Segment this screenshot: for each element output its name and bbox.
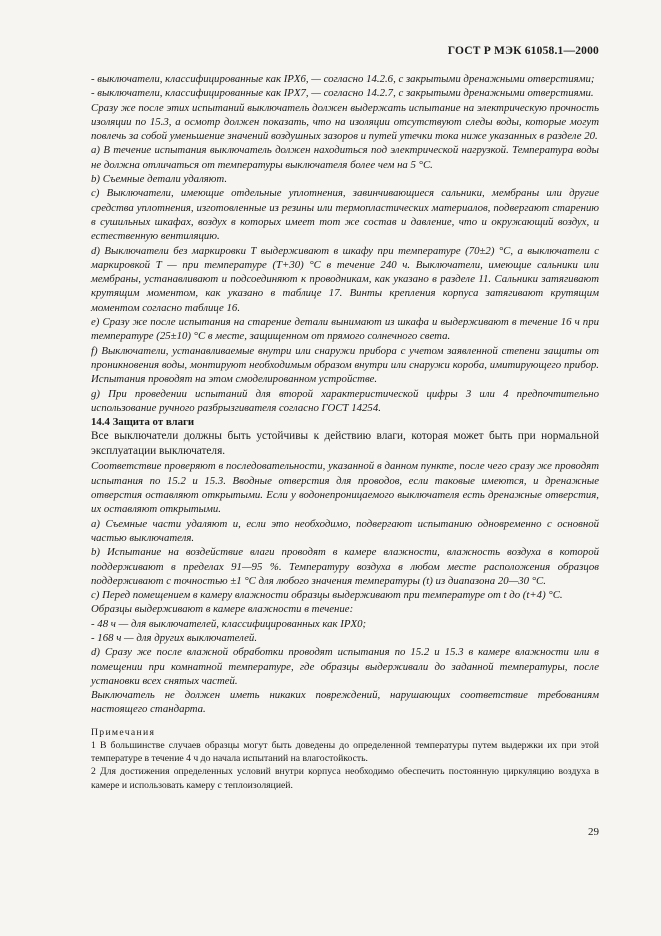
section-title: 14.4 Защита от влаги xyxy=(91,416,195,429)
paragraph-ipx7: - выключатели, классифицированные как IPX7, — согласно 14.2.7, с закрытыми дренажными отверстиями. xyxy=(91,87,594,100)
section-list-48h: - 48 ч — для выключателей, классифицированных как IPX0; xyxy=(91,617,367,630)
paragraph-g: g) При проведении испытаний для второй характеристической цифры 3 или 4 предпочтительно использование ручного разбрызгивателя согласно ГОСТ 14254. xyxy=(91,387,599,414)
paragraph-b: b) Съемные детали удаляют. xyxy=(91,173,228,186)
paragraph-d: d) Выключатели без маркировки T выдерживают в шкафу при температуре (70±2) °С, а выключатели с маркировкой T — при температуре (T+30) °С в течение 240 ч. Выключатели, имеющие сальники или мембраны, устанавливают и подсоединяют к проводникам, как указано в разделе 11. Сальники затягивают крутящим моментом, как указано в таблице 17. Винты крепления корпуса затягивают крутящим моментом согласно таблице 16. xyxy=(91,244,599,314)
note-item-1: 1 В большинстве случаев образцы могут быть доведены до определенной температуры путем выдержки их при этой температуре в течение 4 ч до начала испытаний на влагостойкость. xyxy=(91,739,599,765)
section-list-168h: - 168 ч — для других выключателей. xyxy=(91,631,258,644)
notes-title: Примечания xyxy=(91,726,156,738)
paragraph-a: а) В течение испытания выключатель должен находиться под электрической нагрузкой. Температура воды не должна отличаться от температуры выключателя более чем на 5 °С. xyxy=(91,144,599,171)
section-paragraph-compliance: Соответствие проверяют в последовательности, указанной в данном пункте, после чего сразу же проводят испытания по 15.2 и 15.3. Вводные отверстия для проводов, если таковые имеются, и дренажные отверстия оставляют открытыми. Если у водонепроницаемого выключателя есть дренажные отверстия, их оставляют открытыми. xyxy=(91,460,599,516)
paragraph-after-tests: Сразу же после этих испытаний выключатель должен выдержать испытание на электрическую прочность изоляции по 15.3, а осмотр должен показать, что на изоляции отсутствуют следы воды, которые могут повлечь за собой уменьшение значений воздушных зазоров и путей утечки тока ниже указанных в разделе 20. xyxy=(91,101,599,143)
section-paragraph-b: b) Испытание на воздействие влаги проводят в камере влажности, влажность воздуха в которой поддерживают в пределах 91—95 %. Температуру воздуха в любом месте расположения образцов поддерживают с точностью ±1 °С для любого значения температуры (t) из диапазона 20—30 °С. xyxy=(91,546,599,587)
notes-block xyxy=(91,726,599,792)
paragraph-f: f) Выключатели, устанавливаемые внутри или снаружи прибора с учетом заявленной степени защиты от проникновения воды, монтируют необходимым образом внутри или снаружи короба, имитирующего прибор. Испытания проводят на этом смоделированном устройстве. xyxy=(91,344,599,386)
note-item-2: 2 Для достижения определенных условий внутри корпуса необходимо обеспечить постоянную циркуляцию воздуха в камере и использовать камеру с теплоизоляцией. xyxy=(91,766,599,791)
section-paragraph-a: а) Съемные части удаляют и, если это необходимо, подвергают испытанию одновременно с основной частью выключателя. xyxy=(91,517,599,544)
paragraph-c: c) Выключатели, имеющие отдельные уплотнения, завинчивающиеся сальники, мембраны или другие средства уплотнения, изготовленные из резины или термопластических материалов, подвергают старению в сушильных шкафах, воздух в которых имеет тот же состав и давление, что и окружающий воздух, и естественную вентиляцию. xyxy=(91,187,599,243)
section-paragraph-duration: Образцы выдерживают в камере влажности в течение: xyxy=(91,603,354,616)
paragraph-e: e) Сразу же после испытания на старение детали вынимают из шкафа и выдерживают в течение 16 ч при температуре (25±10) °С в месте, защищенном от прямого солнечного света. xyxy=(91,316,599,343)
standard-header: ГОСТ Р МЭК 61058.1—2000 xyxy=(447,45,599,57)
section-paragraph-d: d) Сразу же после влажной обработки проводят испытания по 15.2 и 15.3 в камере влажности или в помещении при комнатной температуре, где образцы выдерживали до заданной температуры, после установки всех снятых частей. xyxy=(91,646,599,687)
section-paragraph-c: c) Перед помещением в камеру влажности образцы выдерживают при температуре от t до (t+4) °С. xyxy=(91,589,563,602)
paragraph-ipx6: - выключатели, классифицированные как IPX6, — согласно 14.2.6, с закрытыми дренажными отверстиями; xyxy=(91,73,595,85)
document-body xyxy=(91,72,599,792)
section-paragraph-no-damage: Выключатель не должен иметь никаких повреждений, нарушающих соответствие требованиям настоящего стандарта. xyxy=(91,689,599,716)
section-lead: Все выключатели должны быть устойчивы к действию влаги, которая может быть при нормальной эксплуатации выключателя. xyxy=(91,430,599,458)
page-number: 29 xyxy=(588,826,599,838)
